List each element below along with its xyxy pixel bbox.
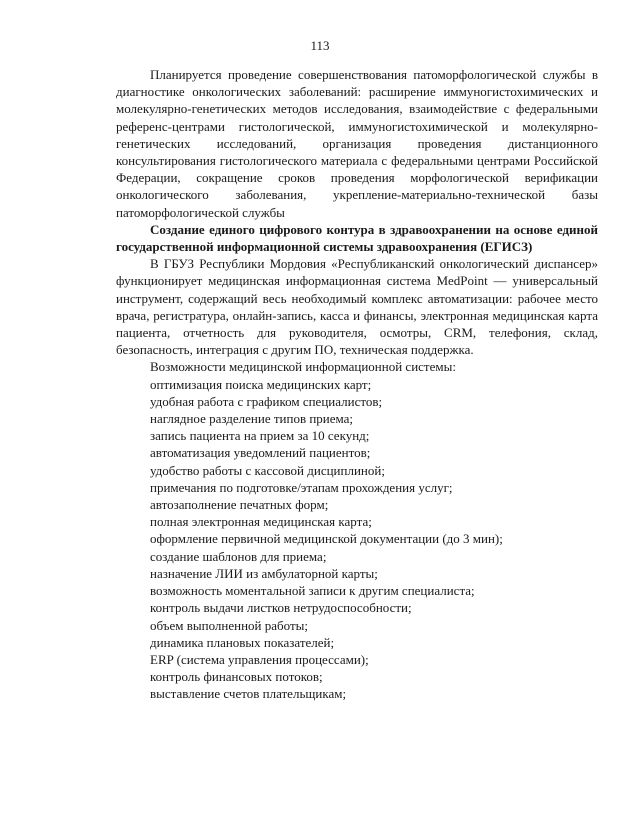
list-item: полная электронная медицинская карта; [150, 514, 372, 530]
list-item: назначение ЛИИ из амбулаторной карты; [150, 565, 378, 581]
list-item: оптимизация поиска медицинских карт; [150, 376, 372, 392]
list-item: оформление первичной медицинской документации (до 3 мин); [150, 531, 503, 547]
page-number: 113 [310, 38, 330, 53]
list-item: контроль финансовых потоков; [150, 669, 323, 685]
list-item: примечания по подготовке/этапам прохождения услуг; [150, 479, 453, 495]
paragraph-medpoint: В ГБУЗ Республики Мордовия «Республиканский онкологический диспансер» функционирует медицинская информационная система MedPoint — универсальный инструмент, содержащий весь необходимый комплекс автоматизации: рабочее место врача, регистратура, онлайн-запись, касса и финансы, электронная медицинская карта пациента, отчетность для руководителя, осмотры, CRM, телефония, склад, безопасность, интеграция с другим ПО, техническая поддержка. [116, 256, 598, 358]
list-item: контроль выдачи листков нетрудоспособности; [150, 600, 412, 616]
capabilities-list [116, 376, 598, 703]
list-item: ERP (система управления процессами); [150, 651, 369, 667]
list-item: объем выполненной работы; [150, 617, 308, 633]
list-heading: Возможности медицинской информационной системы: [150, 359, 456, 375]
document-body [116, 66, 598, 703]
list-item: наглядное разделение типов приема; [150, 411, 354, 427]
list-item: динамика плановых показателей; [150, 634, 335, 650]
list-item: удобная работа с графиком специалистов; [150, 393, 383, 409]
list-item: удобство работы с кассовой дисциплиной; [150, 462, 385, 478]
list-item: создание шаблонов для приема; [150, 548, 327, 564]
list-item: автоматизация уведомлений пациентов; [150, 445, 371, 461]
list-item: автозаполнение печатных форм; [150, 497, 329, 513]
list-item: запись пациента на прием за 10 секунд; [150, 428, 370, 444]
section-heading: Создание единого цифрового контура в здравоохранении на основе единой государственной информационной системы здравоохранения (ЕГИСЗ) [116, 221, 598, 255]
list-item: возможность моментальной записи к другим специалиста; [150, 583, 475, 599]
paragraph-pathomorphology: Планируется проведение совершенствования патоморфологической службы в диагностике онкологических заболеваний: расширение иммуногистохимических и молекулярно-генетических методов исследования, взаимодействие с федеральными референс-центрами гистологической, иммуногистохимической и молекулярно-генетических исследований, организация проведения дистанционного консультирования гистологического материала с федеральными центрами Российской Федерации, сокращение сроков проведения морфологической верификации онкологического заболевания, укрепление-материально-технической базы патоморфологической службы [116, 67, 598, 220]
list-item: выставление счетов плательщикам; [150, 686, 347, 702]
